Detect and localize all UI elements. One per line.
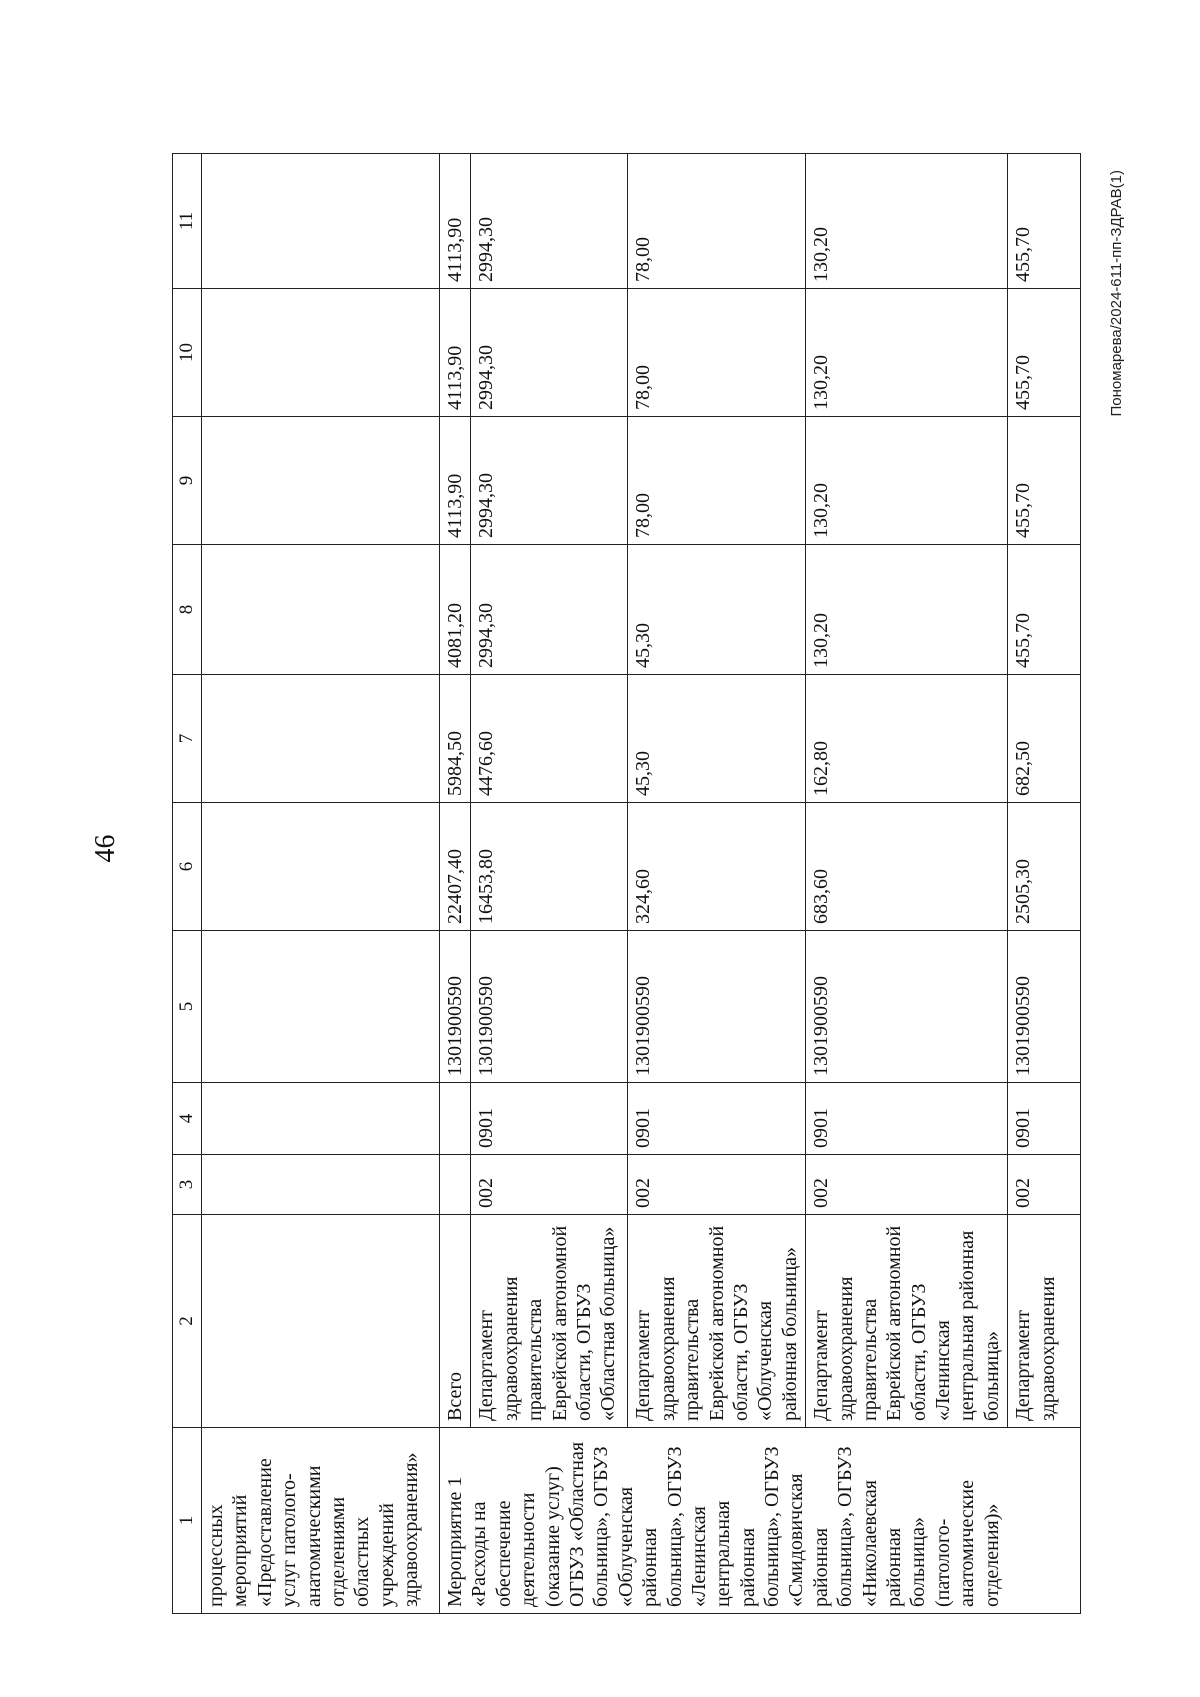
table-cell — [202, 1215, 440, 1428]
table-cell — [202, 545, 440, 675]
table-row — [471, 154, 628, 1614]
budget-code-cell: 1301900590 — [1008, 931, 1081, 1083]
amount-cell: 4081,20 — [440, 545, 471, 675]
amount-cell: 4476,60 — [471, 675, 628, 803]
amount-cell: 5984,50 — [440, 675, 471, 803]
budget-table — [172, 153, 1081, 1614]
amount-cell: 455,70 — [1008, 154, 1081, 289]
column-number: 4 — [173, 1083, 202, 1155]
amount-cell: 2994,30 — [471, 154, 628, 289]
table-cell: 002 — [806, 1155, 1008, 1215]
column-number: 9 — [173, 417, 202, 545]
table-cell: 002 — [1008, 1155, 1081, 1215]
executor-cell: Департамент здравоохранения — [1008, 1215, 1081, 1428]
amount-cell: 78,00 — [628, 289, 806, 417]
amount-cell: 130,20 — [806, 289, 1008, 417]
column-number: 1 — [173, 1428, 202, 1614]
table-row — [628, 154, 806, 1614]
table-cell — [202, 803, 440, 931]
table-row — [806, 154, 1008, 1614]
amount-cell: 2994,30 — [471, 289, 628, 417]
column-number: 7 — [173, 675, 202, 803]
amount-cell: 324,60 — [628, 803, 806, 931]
amount-cell: 45,30 — [628, 545, 806, 675]
event-name-cell: Мероприятие 1 «Расходы на обеспечение деятельности (оказание услуг) ОГБУЗ «Областная больница», ОГБУЗ «Облученская районная больница», ОГБУЗ «Ленинская центральная районная больница», ОГБУЗ «Смидовичская районная больница», ОГБУЗ «Николаевская районная больница» (патолого-анатомические отделения)» — [440, 1428, 1081, 1614]
amount-cell: 4113,90 — [440, 154, 471, 289]
column-number: 2 — [173, 1215, 202, 1428]
document-code: Пономарева/2024-611-пп-ЗДРАВ(1) — [1108, 170, 1125, 417]
table-cell: 0901 — [1008, 1083, 1081, 1155]
column-number: 6 — [173, 803, 202, 931]
table-cell — [202, 154, 440, 289]
amount-cell: 2994,30 — [471, 417, 628, 545]
amount-cell: 78,00 — [628, 154, 806, 289]
table-cell — [202, 1083, 440, 1155]
executor-cell: Департамент здравоохранения правительства Еврейской автономной области, ОГБУЗ «Облученская районная больница» — [628, 1215, 806, 1428]
column-number: 11 — [173, 154, 202, 289]
amount-cell: 455,70 — [1008, 289, 1081, 417]
table-cell — [440, 1155, 471, 1215]
column-number-row — [173, 154, 202, 1614]
table-wrapper — [172, 153, 1081, 1614]
amount-cell: 130,20 — [806, 154, 1008, 289]
column-number: 10 — [173, 289, 202, 417]
amount-cell: 2505,30 — [1008, 803, 1081, 931]
column-number: 8 — [173, 545, 202, 675]
table-row — [440, 154, 471, 1614]
amount-cell: 683,60 — [806, 803, 1008, 931]
amount-cell: 78,00 — [628, 417, 806, 545]
table-cell: 0901 — [628, 1083, 806, 1155]
table-cell — [202, 675, 440, 803]
table-row — [1008, 154, 1081, 1614]
executor-cell: Департамент здравоохранения правительства Еврейской автономной области, ОГБУЗ «Ленинская центральная районная больница» — [806, 1215, 1008, 1428]
table-cell: 002 — [628, 1155, 806, 1215]
column-number: 5 — [173, 931, 202, 1083]
table-cell: 0901 — [806, 1083, 1008, 1155]
budget-code-cell: 1301900590 — [628, 931, 806, 1083]
table-cell — [202, 931, 440, 1083]
continuation-cell: процессных мероприятий «Предоставление услуг патолого-анатомическими отделениями областных учреждений здравоохранения» — [202, 1428, 440, 1614]
continuation-row — [202, 154, 440, 1614]
table-cell — [440, 1083, 471, 1155]
amount-cell: 45,30 — [628, 675, 806, 803]
amount-cell: 682,50 — [1008, 675, 1081, 803]
column-number: 3 — [173, 1155, 202, 1215]
table-cell: 002 — [471, 1155, 628, 1215]
table-cell — [202, 1155, 440, 1215]
amount-cell: 4113,90 — [440, 417, 471, 545]
budget-code-cell: 1301900590 — [471, 931, 628, 1083]
table-cell — [202, 417, 440, 545]
amount-cell: 455,70 — [1008, 545, 1081, 675]
amount-cell: 130,20 — [806, 545, 1008, 675]
amount-cell: 130,20 — [806, 417, 1008, 545]
amount-cell: 16453,80 — [471, 803, 628, 931]
amount-cell: 22407,40 — [440, 803, 471, 931]
budget-code-cell: 1301900590 — [806, 931, 1008, 1083]
amount-cell: 4113,90 — [440, 289, 471, 417]
executor-cell: Департамент здравоохранения правительства Еврейской автономной области, ОГБУЗ «Областная больница» — [471, 1215, 628, 1428]
amount-cell: 162,80 — [806, 675, 1008, 803]
executor-cell: Всего — [440, 1215, 471, 1428]
table-cell — [202, 289, 440, 417]
table-cell: 0901 — [471, 1083, 628, 1155]
page-number: 46 — [90, 834, 121, 863]
amount-cell: 455,70 — [1008, 417, 1081, 545]
amount-cell: 2994,30 — [471, 545, 628, 675]
budget-code-cell: 1301900590 — [440, 931, 471, 1083]
